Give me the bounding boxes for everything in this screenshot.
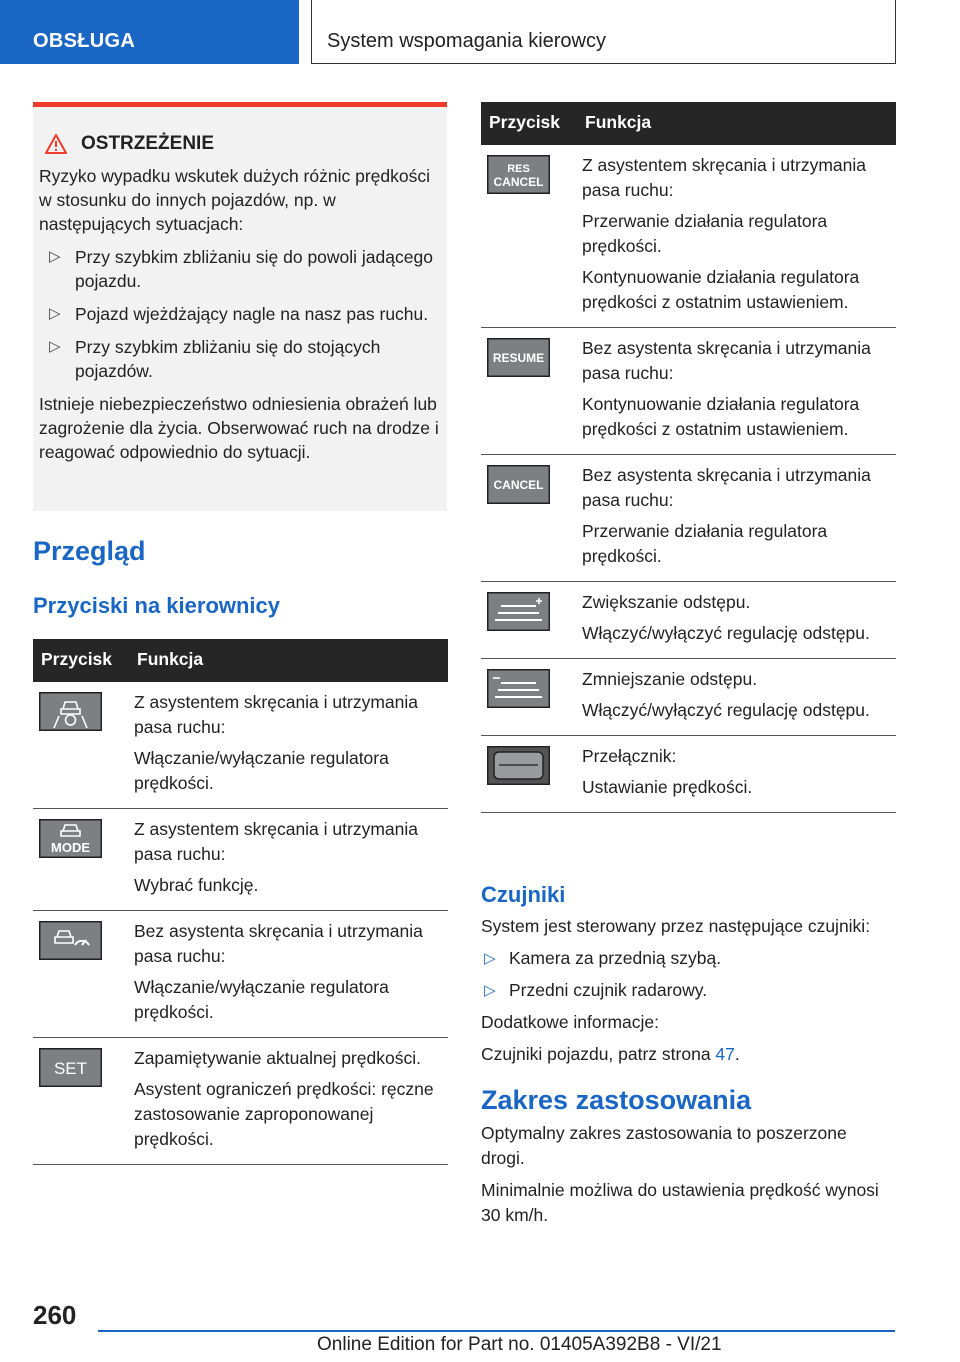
resume-icon (487, 338, 571, 384)
cancel-icon (487, 465, 571, 511)
buttons-table-right (481, 102, 896, 813)
button-cell (33, 809, 129, 911)
button-cell (33, 682, 129, 809)
function-text: Włączyć/wyłączyć regulację odstępu. (582, 700, 870, 720)
function-text: Z asystentem skręcania i utrzymania pasa ruchu: (134, 819, 418, 864)
button-cell (33, 911, 129, 1038)
function-cell (577, 145, 896, 328)
function-text: Ustawianie prędkości. (582, 777, 753, 797)
svg-text:RESUME: RESUME (492, 351, 545, 365)
svg-text:RES: RES (507, 163, 530, 175)
res-cancel-icon (487, 155, 571, 201)
col-header-function: Funkcja (577, 102, 896, 145)
function-text: Przerwanie działania regulatora prędkości. (582, 521, 828, 566)
function-cell (129, 809, 448, 911)
function-text: Zapamiętywanie aktualnej prędkości. (134, 1048, 421, 1068)
warning-intro: Ryzyko wypadku wskutek dużych różnic prędkości w stosunku do innych pojazdów, np. w następujących sytuacjach: (39, 166, 430, 234)
list-item: ▷ Przy szybkim zbliżaniu się do powoli jadącego pojazdu. (49, 247, 433, 291)
button-cell (481, 455, 577, 582)
warning-triangle-icon (45, 134, 67, 154)
function-text: Bez asystenta skręcania i utrzymania pasa ruchu: (582, 465, 871, 510)
footer-edition: Online Edition for Part no. 01405A392B8 - VI/21 (317, 1334, 722, 1355)
rocker-switch-icon (487, 746, 571, 792)
function-cell (577, 328, 896, 455)
list-item: ▷ Przy szybkim zbliżaniu się do stojących pojazdów. (49, 337, 381, 381)
function-text: Zmniejszanie odstępu. (582, 669, 758, 689)
function-text: Asystent ograniczeń prędkości: ręczne zastosowanie zaproponowanej prędkości. (134, 1079, 434, 1149)
section-title: OBSŁUGA (33, 30, 136, 52)
function-text: Włączanie/wyłączanie regulatora prędkości. (134, 748, 389, 793)
sensors-section (481, 880, 895, 1235)
col-header-function: Funkcja (129, 639, 448, 682)
warning-title: OSTRZEŻENIE (81, 133, 215, 154)
list-item: ▷ Kamera za przednią szybą. (481, 946, 895, 971)
svg-text:CANCEL: CANCEL (493, 175, 544, 189)
heading-overview: Przegląd (33, 536, 146, 566)
function-cell (577, 736, 896, 813)
sensors-reference: Czujniki pojazdu, patrz strona 47. (481, 1044, 740, 1064)
function-text: Włączanie/wyłączanie regulatora prędkości. (134, 977, 389, 1022)
button-cell (481, 659, 577, 736)
button-cell (481, 328, 577, 455)
list-item: ▷ Pojazd wjeżdżający nagle na nasz pas ruchu. (49, 304, 429, 324)
range-heading: Zakres zastosowania (481, 1085, 752, 1115)
set-icon (39, 1048, 123, 1094)
button-cell (481, 582, 577, 659)
button-cell (33, 1038, 129, 1165)
function-text: Z asystentem skręcania i utrzymania pasa ruchu: (134, 692, 418, 737)
buttons-table-left (33, 639, 448, 1165)
footer-divider (98, 1330, 895, 1332)
table-row (481, 455, 896, 582)
function-text: Włączyć/wyłączyć regulację odstępu. (582, 623, 870, 643)
function-cell (577, 659, 896, 736)
function-cell (129, 1038, 448, 1165)
function-text: Bez asystenta skręcania i utrzymania pasa ruchu: (582, 338, 871, 383)
page-link[interactable]: 47 (715, 1044, 735, 1064)
bullet-triangle-icon: ▷ (49, 338, 61, 355)
range-text-2: Minimalnie możliwa do ustawienia prędkość wynosi 30 km/h. (481, 1180, 879, 1225)
col-header-button: Przycisk (33, 639, 129, 682)
mode-icon (39, 819, 123, 865)
table-row (33, 682, 448, 809)
function-cell (129, 911, 448, 1038)
cruise-control-icon (39, 921, 123, 967)
assist-cruise-icon (39, 692, 123, 738)
distance-decrease-icon (487, 669, 571, 715)
svg-text:MODE: MODE (51, 840, 90, 855)
table-row (481, 582, 896, 659)
warning-box (33, 102, 447, 511)
table-row (481, 328, 896, 455)
section-tab (0, 0, 299, 64)
button-cell (481, 736, 577, 813)
warning-list (39, 245, 439, 383)
distance-increase-icon (487, 592, 571, 638)
table-row (33, 911, 448, 1038)
list-item: ▷ Przedni czujnik radarowy. (481, 978, 895, 1003)
chapter-tab (311, 0, 896, 64)
function-cell (577, 582, 896, 659)
svg-text:CANCEL: CANCEL (493, 478, 544, 492)
table-row (481, 659, 896, 736)
page-number: 260 (33, 1300, 77, 1330)
bullet-triangle-icon: ▷ (484, 982, 496, 999)
button-cell (481, 145, 577, 328)
table-row (33, 1038, 448, 1165)
svg-text:SET: SET (53, 1059, 88, 1078)
function-text: Wybrać funkcję. (134, 875, 259, 895)
function-text: Zwiększanie odstępu. (582, 592, 751, 612)
bullet-triangle-icon: ▷ (484, 950, 496, 967)
function-text: Przerwanie działania regulatora prędkości. (582, 211, 828, 256)
chapter-title: System wspomagania kierowcy (327, 30, 606, 52)
function-text: Bez asystenta skręcania i utrzymania pasa ruchu: (134, 921, 423, 966)
col-header-button: Przycisk (481, 102, 577, 145)
heading-buttons: Przyciski na kierownicy (33, 593, 281, 618)
function-text: Z asystentem skręcania i utrzymania pasa ruchu: (582, 155, 866, 200)
warning-outro: Istnieje niebezpieczeństwo odniesienia obrażeń lub zagrożenie dla życia. Obserwować ruch na drodze i reagować odpowiednio do sytuacji. (39, 394, 439, 462)
function-text: Kontynuowanie działania regulatora prędkości z ostatnim ustawieniem. (582, 267, 860, 312)
function-text: Kontynuowanie działania regulatora prędkości z ostatnim ustawieniem. (582, 394, 860, 439)
sensors-heading: Czujniki (481, 882, 566, 907)
table-row (481, 736, 896, 813)
bullet-triangle-icon: ▷ (49, 305, 61, 322)
function-cell (129, 682, 448, 809)
function-cell (577, 455, 896, 582)
function-text: Przełącznik: (582, 746, 677, 766)
sensors-intro: System jest sterowany przez następujące czujniki: (481, 916, 871, 936)
table-row (481, 145, 896, 328)
table-row (33, 809, 448, 911)
bullet-triangle-icon: ▷ (49, 248, 61, 265)
sensors-more: Dodatkowe informacje: (481, 1012, 659, 1032)
range-text-1: Optymalny zakres zastosowania to poszerzone drogi. (481, 1123, 847, 1168)
